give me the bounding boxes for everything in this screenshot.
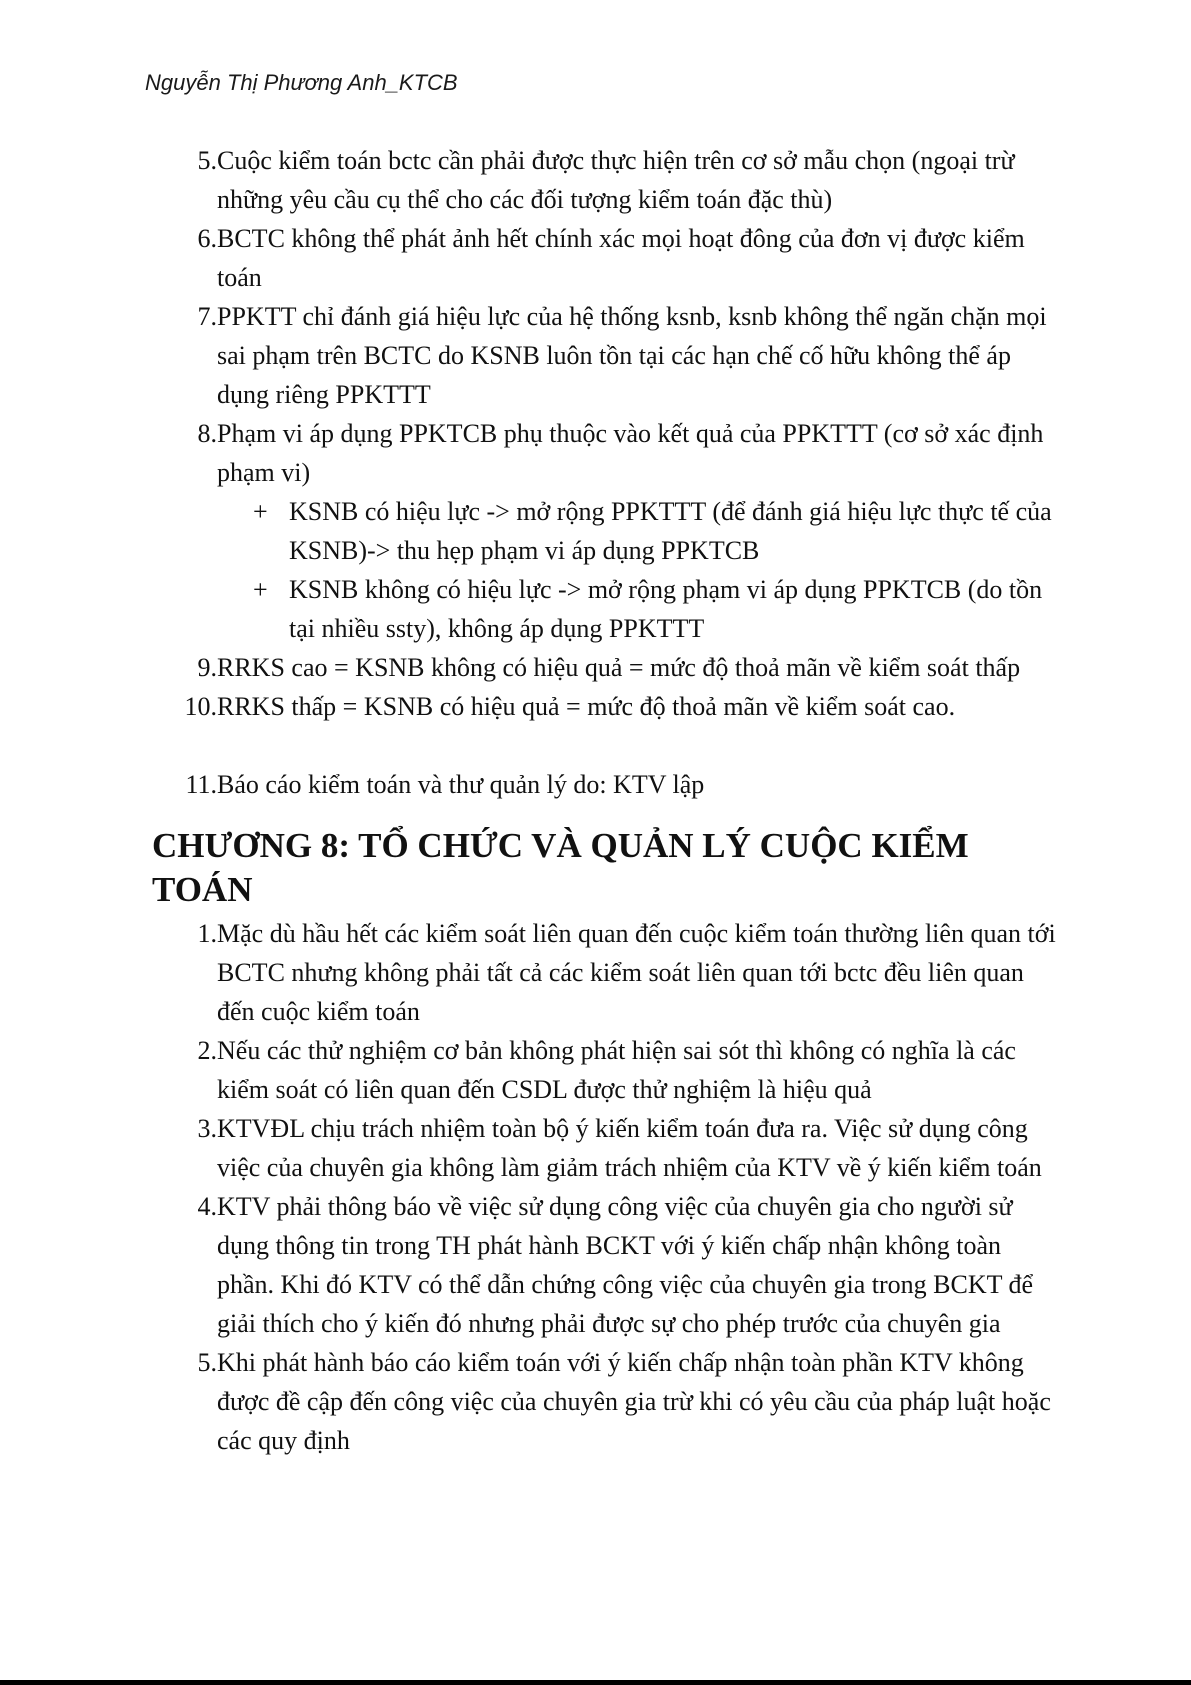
list-item — [140, 765, 1060, 804]
list-item-text: RRKS cao = KSNB không có hiệu quả = mức độ thoả mãn về kiểm soát thấp — [217, 653, 1021, 682]
list-item-text: Khi phát hành báo cáo kiểm toán với ý kiến chấp nhận toàn phần KTV không được đề cập đến công việc của chuyên gia trừ khi có yêu cầu của pháp luật hoặc các quy định — [217, 1348, 1051, 1455]
list-item — [140, 914, 1060, 1031]
list-item-text: BCTC không thể phát ảnh hết chính xác mọi hoạt đông của đơn vị được kiểm toán — [217, 224, 1025, 292]
sub-list-item — [217, 492, 1060, 570]
page-bottom-border — [0, 1680, 1191, 1685]
list-item-number: 11. — [185, 770, 217, 799]
list-item-text: KTV phải thông báo về việc sử dụng công việc của chuyên gia cho người sử dụng thông tin trong TH phát hành BCKT với ý kiến chấp nhận không toàn phần. Khi đó KTV có thể dẫn chứng công việc của chuyên gia trong BCKT để giải thích cho ý kiến đó nhưng phải được sự cho phép trước của chuyên gia — [217, 1192, 1034, 1338]
list-item-number: 2. — [197, 1036, 217, 1065]
list-item — [140, 687, 1060, 726]
list-item-text: Cuộc kiểm toán bctc cần phải được thực hiện trên cơ sở mẫu chọn (ngoại trừ những yêu cầu cụ thể cho các đối tượng kiểm toán đặc thù) — [217, 146, 1015, 214]
sub-list-item — [217, 570, 1060, 648]
list-item-text: Phạm vi áp dụng PPKTCB phụ thuộc vào kết quả của PPKTTT (cơ sở xác định phạm vi) — [217, 419, 1044, 487]
list-item-number: 9. — [197, 653, 217, 682]
list-item-text: Báo cáo kiểm toán và thư quản lý do: KTV lập — [217, 770, 705, 799]
list-item-number: 5. — [197, 1348, 217, 1377]
spacer — [140, 726, 1060, 765]
list-item-number: 5. — [197, 146, 217, 175]
list-item — [140, 648, 1060, 687]
list-item-number: 10. — [184, 692, 217, 721]
chapter-heading: CHƯƠNG 8: TỔ CHỨC VÀ QUẢN LÝ CUỘC KIỂM TOÁN — [152, 826, 969, 909]
list-item-number: 1. — [197, 919, 217, 948]
sub-list-item-text: KSNB có hiệu lực -> mở rộng PPKTTT (để đánh giá hiệu lực thực tế của KSNB)-> thu hẹp phạm vi áp dụng PPKTCB — [289, 497, 1052, 565]
page-header-author: Nguyễn Thị Phương Anh_KTCB — [145, 70, 458, 95]
list-item-number: 6. — [197, 224, 217, 253]
list-item-number: 3. — [197, 1114, 217, 1143]
list-item-text: Mặc dù hầu hết các kiểm soát liên quan đến cuộc kiểm toán thường liên quan tới BCTC nhưng không phải tất cả các kiểm soát liên quan tới bctc đều liên quan đến cuộc kiểm toán — [217, 919, 1056, 1026]
list-item-text: KTVĐL chịu trách nhiệm toàn bộ ý kiến kiểm toán đưa ra. Việc sử dụng công việc của chuyên gia không làm giảm trách nhiệm của KTV về ý kiến kiểm toán — [217, 1114, 1042, 1182]
list-item-text: PPKTT chỉ đánh giá hiệu lực của hệ thống ksnb, ksnb không thể ngăn chặn mọi sai phạm trên BCTC do KSNB luôn tồn tại các hạn chế cố hữu không thể áp dụng riêng PPKTTT — [217, 302, 1047, 409]
numbered-list-chapter-8 — [140, 914, 1060, 1460]
list-item-number: 8. — [197, 419, 217, 448]
list-item — [140, 297, 1060, 414]
list-item-text: Nếu các thử nghiệm cơ bản không phát hiện sai sót thì không có nghĩa là các kiểm soát có liên quan đến CSDL được thử nghiệm là hiệu quả — [217, 1036, 1016, 1104]
list-item — [140, 1187, 1060, 1343]
list-item — [140, 1031, 1060, 1109]
list-item — [140, 414, 1060, 648]
plus-bullet: + — [253, 575, 268, 604]
plus-bullet: + — [253, 497, 268, 526]
list-item — [140, 219, 1060, 297]
sub-list-item-text: KSNB không có hiệu lực -> mở rộng phạm vi áp dụng PPKTCB (do tồn tại nhiều ssty), không áp dụng PPKTTT — [289, 575, 1043, 643]
numbered-list-section-1 — [140, 141, 1060, 804]
document-body — [140, 141, 1060, 1460]
list-item — [140, 141, 1060, 219]
list-item-number: 4. — [197, 1192, 217, 1221]
list-item — [140, 1343, 1060, 1460]
list-item-text: RRKS thấp = KSNB có hiệu quả = mức độ thoả mãn về kiểm soát cao. — [217, 692, 956, 721]
list-item — [140, 1109, 1060, 1187]
sub-list — [217, 492, 1060, 648]
list-item-number: 7. — [197, 302, 217, 331]
